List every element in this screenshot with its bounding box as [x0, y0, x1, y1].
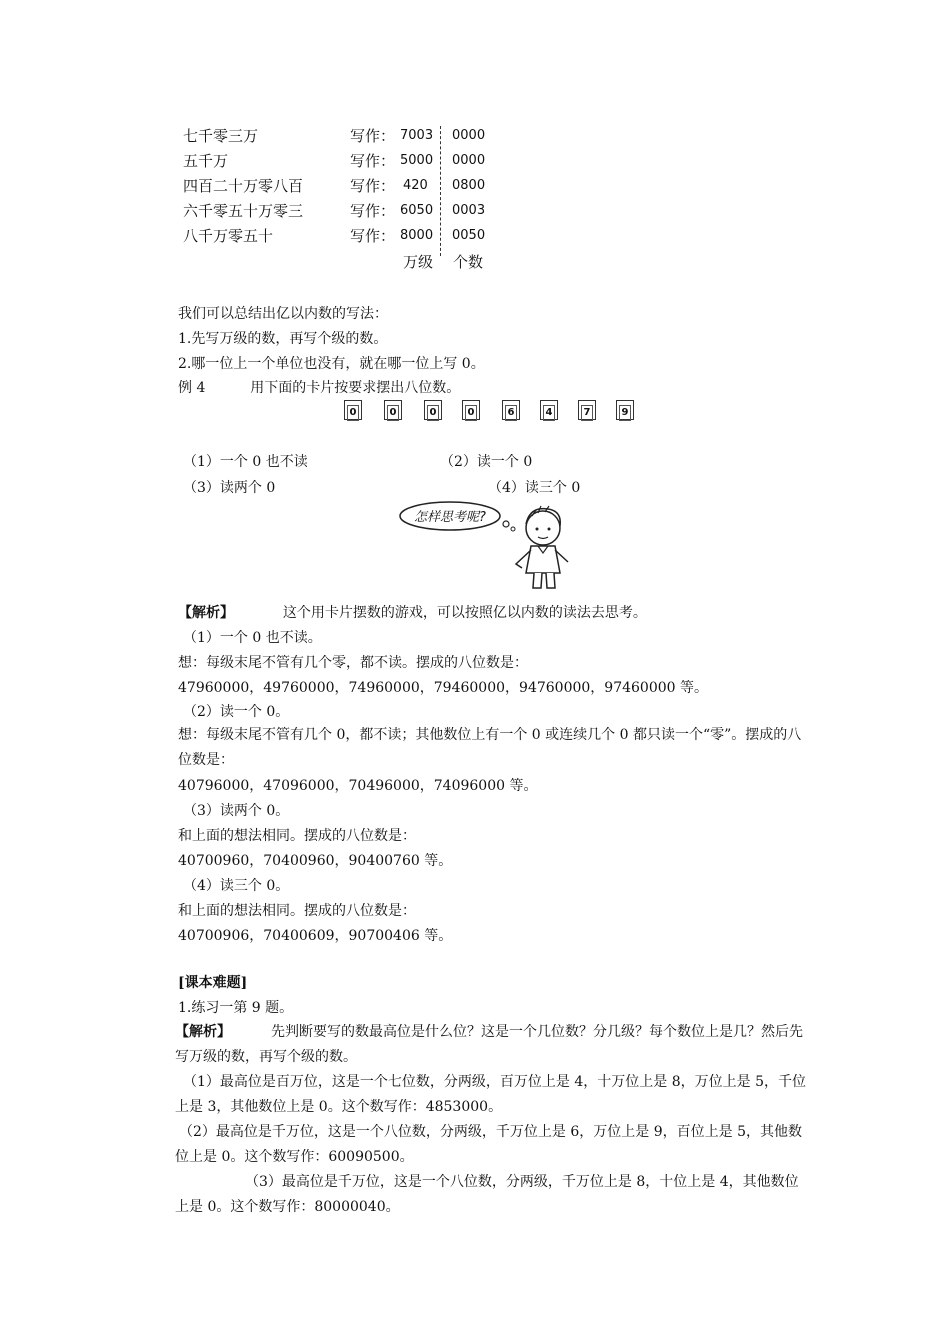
table-row — [183, 224, 503, 248]
digit-card: 9 — [616, 400, 634, 420]
textbook-solution-3: （3）最高位是千万位，这是一个八位数，分两级，千万位上是 8，十位上是 4，其他数位上是 0。这个数写作：80000040。 — [175, 1174, 799, 1215]
textbook-heading: [课本难题] — [178, 975, 248, 991]
question-2: （2）读一个 0 — [440, 454, 533, 470]
digit-card: 0 — [462, 400, 480, 420]
summary-rule-1: 1.先写万级的数，再写个级的数。 — [178, 331, 388, 347]
example-label: 例 4 — [178, 380, 206, 396]
ge-level-digits: 0000 — [452, 128, 486, 143]
write-label: 写作： — [350, 177, 396, 195]
table-row — [183, 174, 503, 198]
wan-level-digits: 6050 — [400, 203, 434, 218]
summary-intro: 我们可以总结出亿以内数的写法： — [178, 306, 388, 322]
number-name: 八千万零五十 — [183, 227, 274, 245]
textbook-solution-2: （2）最高位是千万位，这是一个八位数，分两级，千万位上是 6，万位上是 9，百位上是 5，其他数位上是 0。这个数写作：60090500。 — [175, 1124, 802, 1165]
thinking-boy-illustration — [398, 498, 588, 593]
analysis-part-3-numbers: 40700960，70400960，90400760 等。 — [178, 853, 453, 869]
analysis-intro-line — [178, 603, 647, 623]
analysis-part-2-think: 想：每级末尾不管有几个 0，都不读；其他数位上有一个 0 或连续几个 0 都只读一个“零”。摆成的八位数是： — [178, 727, 802, 768]
write-label: 写作： — [350, 202, 396, 220]
question-4: （4）读三个 0 — [488, 480, 581, 496]
wan-level-digits: 8000 — [400, 228, 434, 243]
table-row — [183, 149, 503, 173]
digit-card: 6 — [502, 400, 520, 420]
write-label: 写作： — [350, 152, 396, 170]
question-3: （3）读两个 0 — [183, 480, 276, 496]
wan-level-digits: 7003 — [400, 128, 434, 143]
analysis-part-4-title: （4）读三个 0。 — [183, 878, 290, 894]
analysis-part-3-think: 和上面的想法相同。摆成的八位数是： — [178, 828, 416, 844]
wan-level-label: 万级 — [403, 253, 434, 271]
textbook-solution-1: （1）最高位是百万位，这是一个七位数，分两级，百万位上是 4，十万位上是 8，万位上是 5，千位上是 3，其他数位上是 0。这个数写作：4853000。 — [175, 1074, 806, 1115]
number-name: 四百二十万零八百 — [183, 177, 304, 195]
ge-level-digits: 0003 — [452, 203, 486, 218]
wan-level-digits: 5000 — [400, 153, 434, 168]
textbook-analysis — [175, 1020, 807, 1070]
analysis-part-1-title: （1）一个 0 也不读。 — [183, 630, 322, 646]
example-heading — [178, 378, 460, 398]
ge-level-label: 个数 — [453, 253, 484, 271]
boy-icon — [398, 498, 588, 593]
digit-card: 0 — [384, 400, 402, 420]
digit-card: 0 — [344, 400, 362, 420]
number-name: 六千零五十万零三 — [183, 202, 304, 220]
analysis-label: 【解析】 — [178, 605, 234, 621]
textbook-analysis-label: 【解析】 — [175, 1024, 231, 1040]
wan-level-digits: 420 — [403, 178, 428, 193]
analysis-part-1-numbers: 47960000，49760000，74960000，79460000，94760000，97460000 等。 — [178, 680, 708, 696]
analysis-part-1-think: 想：每级末尾不管有几个零，都不读。摆成的八位数是： — [178, 655, 528, 671]
writing-table — [183, 124, 503, 274]
table-row — [183, 124, 503, 148]
summary-rule-2: 2.哪一位上一个单位也没有，就在哪一位上写 0。 — [178, 356, 485, 372]
write-label: 写作： — [350, 227, 396, 245]
ge-level-digits: 0000 — [452, 153, 486, 168]
number-name: 五千万 — [183, 152, 229, 170]
ge-level-digits: 0800 — [452, 178, 486, 193]
ge-level-digits: 0050 — [452, 228, 486, 243]
textbook-analysis-intro: 先判断要写的数最高位是什么位？这是一个几位数？分几级？每个数位上是几？然后先写万级的数，再写个级的数。 — [175, 1024, 803, 1065]
analysis-part-3-title: （3）读两个 0。 — [183, 803, 290, 819]
svg-text:怎样思考呢?: 怎样思考呢? — [414, 510, 486, 525]
digit-card: 7 — [578, 400, 596, 420]
textbook-item: 1.练习一第 9 题。 — [178, 1000, 294, 1016]
example-text: 用下面的卡片按要求摆出八位数。 — [250, 380, 461, 396]
analysis-intro: 这个用卡片摆数的游戏，可以按照亿以内数的读法去思考。 — [282, 605, 647, 621]
write-label: 写作： — [350, 127, 396, 145]
analysis-part-2-title: （2）读一个 0。 — [183, 704, 290, 720]
digit-card: 4 — [540, 400, 558, 420]
digit-card: 0 — [424, 400, 442, 420]
analysis-part-2-numbers: 40796000，47096000，70496000，74096000 等。 — [178, 778, 538, 794]
number-name: 七千零三万 — [183, 127, 259, 145]
table-row — [183, 199, 503, 223]
analysis-part-4-numbers: 40700906，70400609，90700406 等。 — [178, 928, 453, 944]
question-1: （1）一个 0 也不读 — [183, 454, 308, 470]
analysis-part-4-think: 和上面的想法相同。摆成的八位数是： — [178, 903, 416, 919]
